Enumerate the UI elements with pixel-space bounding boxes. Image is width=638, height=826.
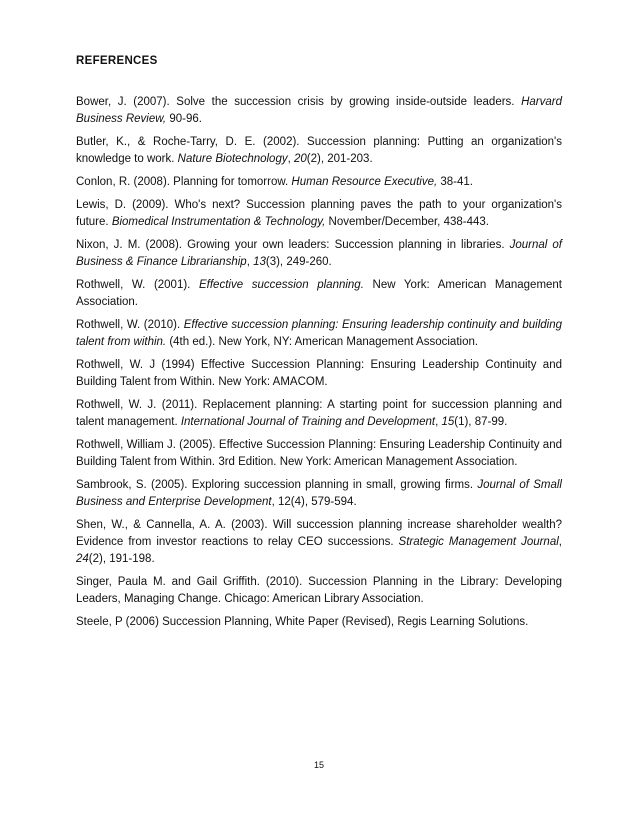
reference-text: Butler, K., & Roche-Tarry, D. E. (2002). Succession planning: Putting an organization's knowledge to work.: [76, 136, 562, 165]
reference-text: Shen, W., & Cannella, A. A. (2003). Will succession planning increase shareholder wealth? Evidence from investor reactions to relay CEO successions.: [76, 519, 562, 548]
reference-text: New York: American Management Association.: [76, 279, 563, 308]
reference-source: Nature Biotechnology: [177, 153, 288, 165]
reference-volume: 13: [253, 256, 266, 268]
reference-entry: [76, 94, 562, 128]
reference-text: Rothwell, W. (2010).: [76, 319, 184, 331]
reference-text: (1), 87-99.: [454, 416, 508, 428]
reference-entry: [76, 277, 562, 311]
reference-text: Lewis, D. (2009). Who's next? Succession planning paves the path to your organization's future.: [76, 199, 562, 228]
reference-source: Effective succession planning.: [199, 279, 364, 291]
reference-list: [76, 94, 562, 637]
reference-text: (2), 201-203.: [306, 153, 373, 165]
reference-entry: [76, 614, 562, 631]
reference-volume: 15: [441, 416, 455, 428]
reference-text: Singer, Paula M. and Gail Griffith. (2010). Succession Planning in the Library: Developing Leaders, Managing Change. Chicago: American Library Association.: [76, 576, 562, 605]
reference-source: Human Resource Executive,: [291, 176, 438, 188]
reference-text: Nixon, J. M. (2008). Growing your own leaders: Succession planning in libraries.: [76, 239, 510, 251]
reference-text: Conlon, R. (2008). Planning for tomorrow.: [76, 176, 292, 188]
reference-text: (4th ed.). New York, NY: American Management Association.: [166, 336, 479, 348]
page-number: 15: [313, 760, 324, 770]
reference-entry: [76, 174, 562, 191]
reference-source: Journal of Small Business and Enterprise Development: [76, 479, 562, 508]
reference-text: Sambrook, S. (2005). Exploring succession planning in small, growing firms.: [76, 479, 478, 491]
reference-entry: [76, 237, 562, 271]
reference-source: Harvard Business Review,: [76, 96, 562, 125]
reference-text: Steele, P (2006) Succession Planning, White Paper (Revised), Regis Learning Solutions.: [76, 616, 529, 628]
reference-entry: [76, 134, 562, 168]
reference-text: Bower, J. (2007). Solve the succession crisis by growing inside-outside leaders.: [76, 96, 522, 108]
reference-entry: [76, 397, 562, 431]
reference-text: (2), 191-198.: [88, 553, 155, 565]
reference-source: International Journal of Training and Development: [180, 416, 436, 428]
reference-entry: [76, 574, 562, 608]
reference-entry: [76, 197, 562, 231]
reference-entry: [76, 357, 562, 391]
reference-text: Rothwell, W. J (1994) Effective Succession Planning: Ensuring Leadership Continuity and Building Talent from Within. New York: AMACOM.: [76, 359, 562, 388]
reference-text: 38-41.: [437, 176, 473, 188]
reference-text: (3), 249-260.: [265, 256, 332, 268]
reference-entry: [76, 317, 562, 351]
reference-source: Effective succession planning: Ensuring leadership continuity and building talent from within.: [76, 319, 563, 348]
reference-text: November/December, 438-443.: [325, 216, 489, 228]
reference-text: Rothwell, W. J. (2011). Replacement planning: A starting point for succession planning and talent management.: [76, 399, 562, 428]
references-heading: REFERENCES: [76, 55, 158, 67]
reference-source: Biomedical Instrumentation & Technology,: [111, 216, 326, 228]
reference-text: ,: [287, 153, 294, 165]
reference-text: Rothwell, William J. (2005). Effective Succession Planning: Ensuring Leadership Continuity and Building Talent from Within. 3rd Edition. New York: American Management Association.: [76, 439, 562, 468]
reference-source: Journal of Business & Finance Librarianship: [76, 239, 562, 268]
reference-entry: [76, 437, 562, 471]
reference-volume: 20: [294, 153, 307, 165]
reference-text: 90-96.: [166, 113, 202, 125]
reference-volume: 24: [76, 553, 89, 565]
reference-text: , 12(4), 579-594.: [271, 496, 357, 508]
reference-entry: [76, 477, 562, 511]
reference-text: ,: [435, 416, 442, 428]
reference-source: Strategic Management Journal: [398, 536, 559, 548]
reference-text: ,: [558, 536, 562, 548]
reference-entry: [76, 517, 562, 568]
reference-text: Rothwell, W. (2001).: [76, 279, 199, 291]
reference-text: ,: [246, 256, 254, 268]
